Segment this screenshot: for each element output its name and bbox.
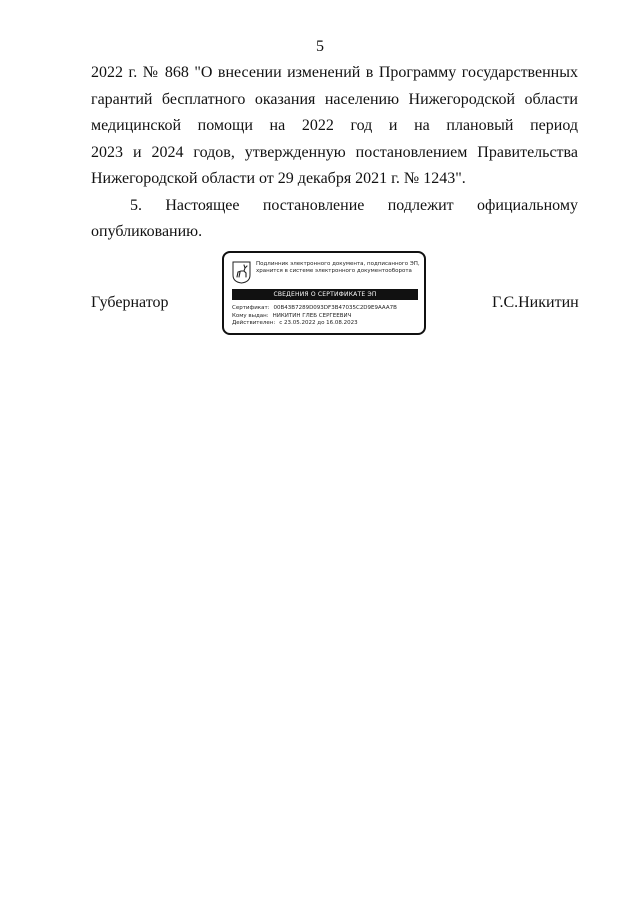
stamp-header-line: Подлинник электронного документа, подписанного ЭП,	[256, 261, 420, 267]
page-number: 5	[316, 38, 324, 55]
certificate-row	[232, 305, 420, 313]
paragraph-continuation	[91, 60, 578, 193]
item-word: постановление	[262, 196, 365, 214]
text-line: Нижегородской области от 29 декабря 2021 г. № 1243".	[91, 170, 466, 187]
item-5-first-line	[91, 193, 578, 220]
item-word: подлежит	[387, 196, 454, 214]
certificate-value: 00B43B7289D093DF3B47035C2D9E9AAA7B	[273, 305, 397, 311]
validity-value: с 23.05.2022 до 16.08.2023	[279, 320, 358, 326]
text-line: медицинской помощи на 2022 год и на плановый период	[91, 117, 578, 134]
issued-to-value: НИКИТИН ГЛЕБ СЕРГЕЕВИЧ	[272, 312, 352, 319]
paragraph-item-5	[91, 193, 578, 246]
stamp-header	[256, 261, 424, 275]
text-line: гарантий бесплатного оказания населению Нижегородской области	[91, 90, 578, 108]
item-number: 5.	[130, 196, 142, 214]
nizhny-novgorod-deer-emblem-icon	[232, 261, 251, 284]
stamp-header-line: хранится в системе электронного документооборота	[256, 268, 412, 274]
item-word: Настоящее	[165, 196, 240, 214]
stamp-details	[232, 305, 420, 328]
item-5-last-line: опубликованию.	[91, 223, 203, 240]
electronic-signature-stamp	[222, 251, 426, 335]
document-body	[91, 60, 578, 246]
stamp-banner: СВЕДЕНИЯ О СЕРТИФИКАТЕ ЭП	[232, 289, 418, 300]
validity-row	[232, 320, 420, 328]
text-line: 2022 г. № 868 "О внесении изменений в Программу государственных	[91, 64, 578, 81]
validity-label: Действителен:	[232, 320, 276, 326]
issued-to-row	[232, 313, 420, 321]
signatory-position: Губернатор	[91, 294, 169, 311]
issued-to-label: Кому выдан:	[232, 312, 269, 319]
certificate-label: Сертификат:	[232, 305, 270, 311]
text-line: 2023 и 2024 годов, утвержденную постановлением Правительства	[91, 143, 578, 161]
item-word: официальному	[477, 196, 578, 214]
signatory-name: Г.С.Никитин	[492, 294, 579, 311]
